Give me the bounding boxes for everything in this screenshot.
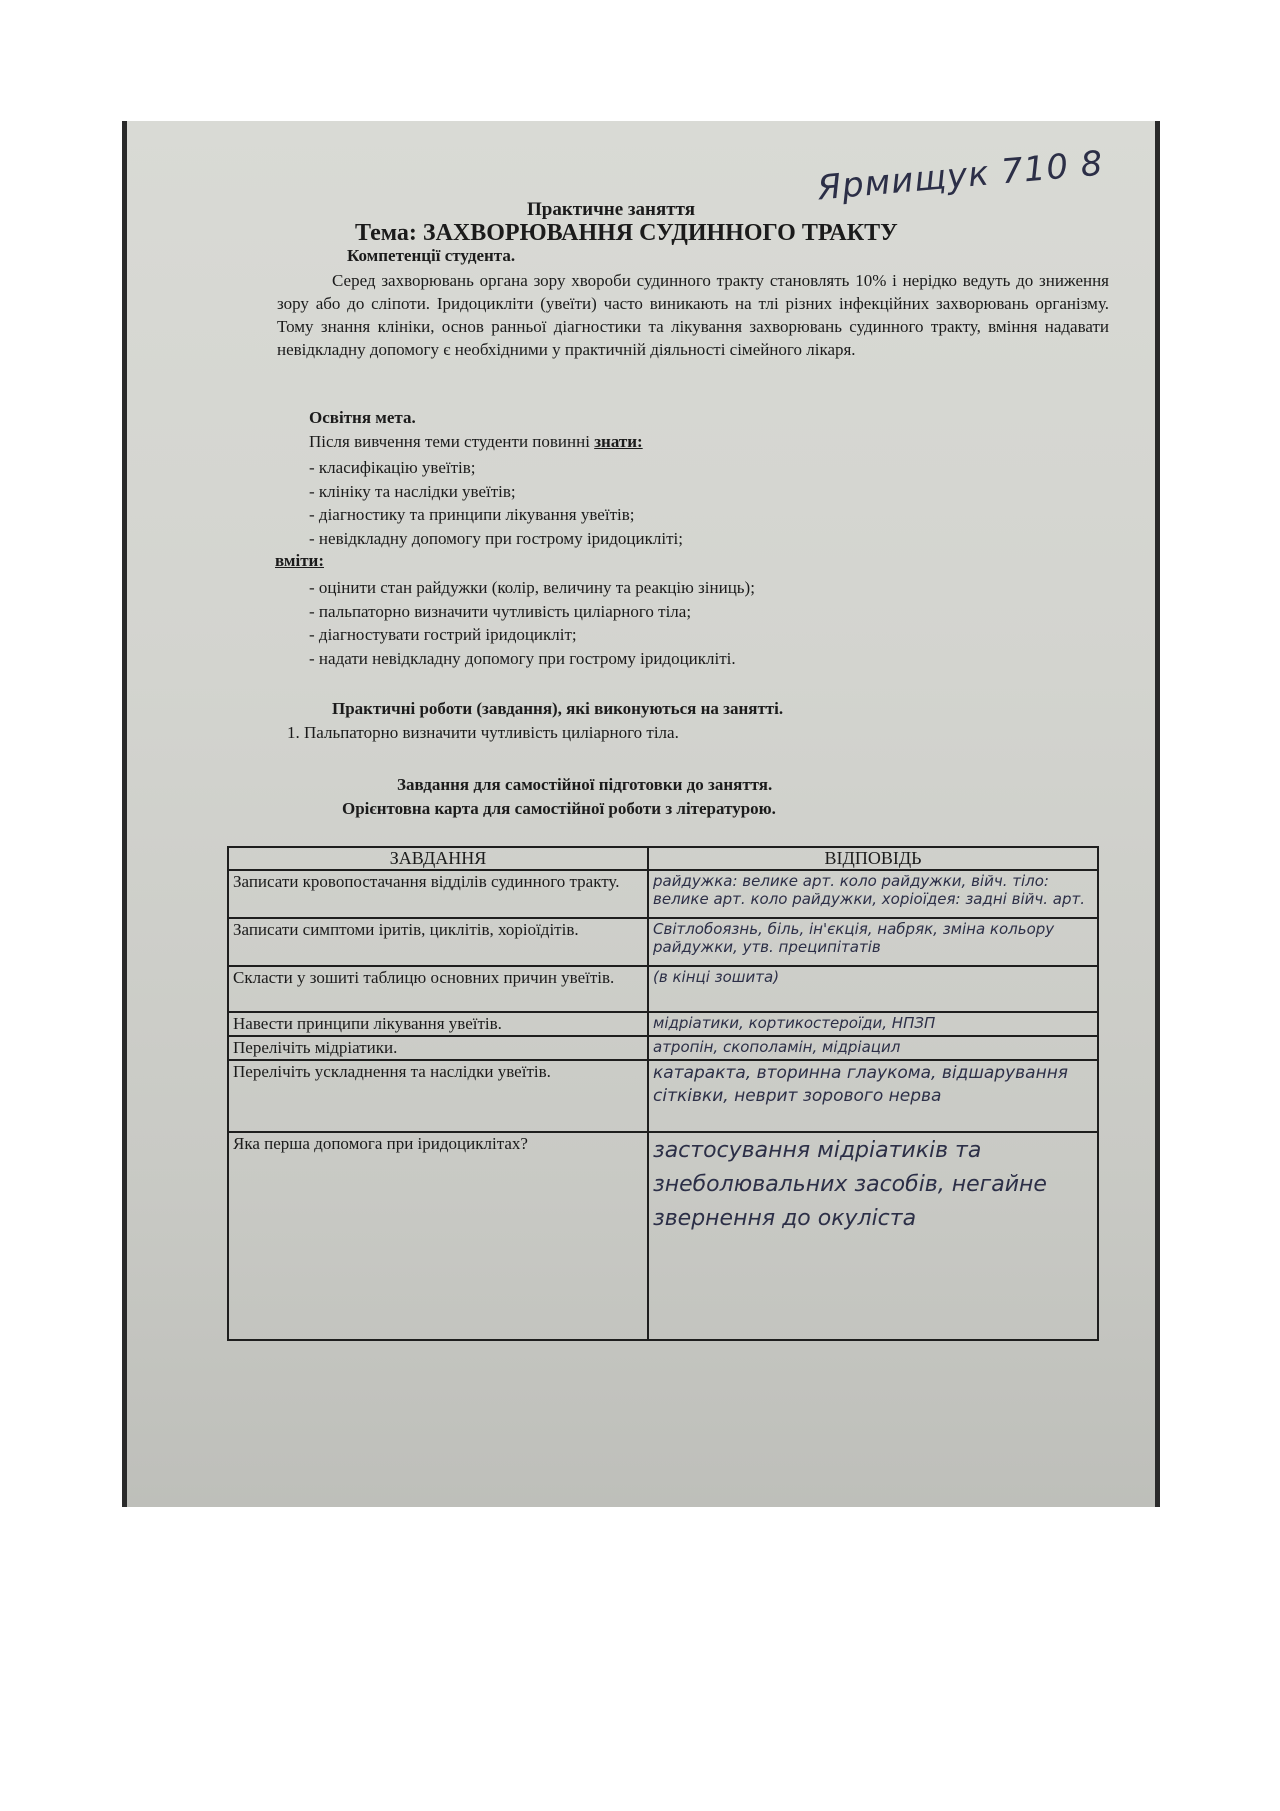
self-prep-heading: Завдання для самостійної підготовки до заняття. [397, 775, 773, 794]
know-list [309, 456, 683, 550]
table-row [228, 1036, 1098, 1060]
task-cell: Перелічіть мідріатики. [228, 1036, 648, 1060]
list-item: - класифікацію увеїтів; [309, 456, 683, 480]
can-label: вміти: [275, 551, 324, 570]
competencies-paragraph: Серед захворювань органа зору хвороби судинного тракту становлять 10% і нерідко ведуть до зниження зору або до сліпоти. Іридоцикліти (увеїти) часто виникають на тлі різних інфекційних захворювань організму. Тому знання клініки, основ ранньої діагностики та лікування захворювань судинного тракту, вміння надавати невідкладну допомогу є необхідними у практичній діяльності сімейного лікаря. [277, 271, 1109, 359]
self-prep-subheading: Орієнтовна карта для самостійної роботи з літературою. [342, 799, 776, 818]
list-item: - оцінити стан райдужки (колір, величину та реакцію зіниць); [309, 576, 755, 600]
scanned-page [122, 121, 1160, 1507]
list-item: - діагностувати гострий іридоцикліт; [309, 623, 755, 647]
handwritten-signature: Ярмищук 710 8 [815, 143, 1105, 209]
goal-intro [309, 432, 643, 452]
table-row [228, 1012, 1098, 1036]
column-header-task: ЗАВДАННЯ [228, 847, 648, 870]
table-row [228, 918, 1098, 966]
list-item: - надати невідкладну допомогу при гострому іридоцикліті. [309, 647, 755, 671]
table-row [228, 870, 1098, 918]
task-cell: Записати симптоми іритів, циклітів, хоріоїдітів. [228, 918, 648, 966]
goal-heading: Освітня мета. [309, 408, 416, 427]
table-row [228, 966, 1098, 1012]
task-cell: Записати кровопостачання відділів судинного тракту. [228, 870, 648, 918]
column-header-answer: ВІДПОВІДЬ [648, 847, 1098, 870]
answer-cell: (в кінці зошита) [648, 966, 1098, 1012]
task-table [227, 846, 1099, 1341]
list-item: - невідкладну допомогу при гострому іридоцикліті; [309, 527, 683, 551]
practical-item: 1. Пальпаторно визначити чутливість циліарного тіла. [287, 723, 679, 742]
page-title: Практичне заняття [527, 199, 695, 220]
topic-title: Тема: ЗАХВОРЮВАННЯ СУДИННОГО ТРАКТУ [355, 220, 898, 246]
list-item: - клініку та наслідки увеїтів; [309, 480, 683, 504]
answer-cell: катаракта, вторинна глаукома, відшарування сітківки, неврит зорового нерва [648, 1060, 1098, 1132]
answer-cell: райдужка: велике арт. коло райдужки, війч. тіло: велике арт. коло райдужки, хоріоїдея: задні війч. арт. [648, 870, 1098, 918]
answer-cell: застосування мідріатиків та знеболювальних засобів, негайне звернення до окуліста [648, 1132, 1098, 1340]
task-cell: Яка перша допомога при іридоциклітах? [228, 1132, 648, 1340]
table-row [228, 1132, 1098, 1340]
table-header-row [228, 847, 1098, 870]
answer-cell: Світлобоязнь, біль, ін'єкція, набряк, зміна кольору райдужки, утв. преципітатів [648, 918, 1098, 966]
task-cell: Скласти у зошиті таблицю основних причин увеїтів. [228, 966, 648, 1012]
can-list [309, 576, 755, 670]
practical-heading: Практичні роботи (завдання), які виконуються на занятті. [332, 699, 784, 718]
goal-intro-text: Після вивчення теми студенти повинні [309, 432, 595, 451]
task-cell: Навести принципи лікування увеїтів. [228, 1012, 648, 1036]
task-cell: Перелічіть ускладнення та наслідки увеїтів. [228, 1060, 648, 1132]
competencies-heading: Компетенції студента. [347, 246, 516, 265]
answer-cell: мідріатики, кортикостероїди, НПЗП [648, 1012, 1098, 1036]
answer-cell: атропін, скополамін, мідріацил [648, 1036, 1098, 1060]
list-item: - пальпаторно визначити чутливість циліарного тіла; [309, 600, 755, 624]
table-row [228, 1060, 1098, 1132]
list-item: - діагностику та принципи лікування увеїтів; [309, 503, 683, 527]
know-label: знати: [594, 432, 643, 451]
